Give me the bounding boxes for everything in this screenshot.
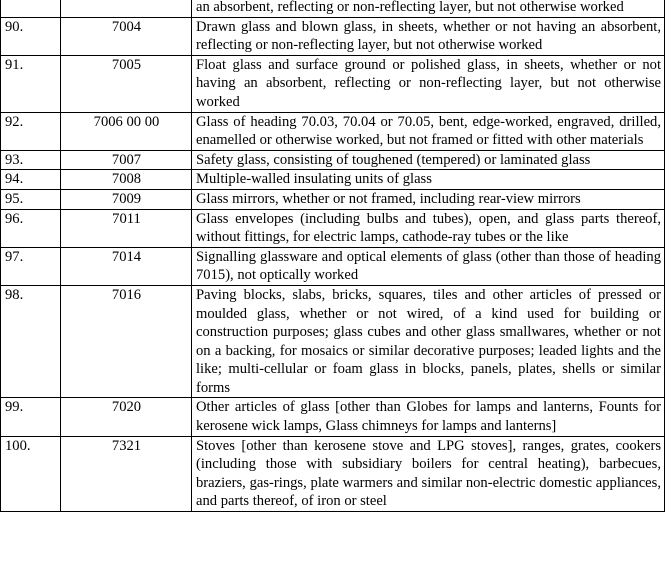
serial-number: 90. — [1, 17, 61, 55]
description: Float glass and surface ground or polished glass, in sheets, whether or not having an absorbent, reflecting or non-reflecting layer, but not otherwise worked — [192, 55, 665, 112]
serial-number: 95. — [1, 189, 61, 209]
tariff-code: 7020 — [61, 398, 192, 436]
description: Glass mirrors, whether or not framed, including rear-view mirrors — [192, 189, 665, 209]
tariff-code: 7009 — [61, 189, 192, 209]
table-row — [1, 247, 665, 285]
tariff-table-body — [1, 0, 665, 512]
description: Stoves [other than kerosene stove and LPG stoves], ranges, grates, cookers (including those with subsidiary boilers for central heating), barbecues, braziers, gas-rings, plate warmers and similar non-electric domestic appliances, and parts thereof, of iron or steel — [192, 436, 665, 511]
table-row — [1, 209, 665, 247]
serial-number: 99. — [1, 398, 61, 436]
description: Signalling glassware and optical elements of glass (other than those of heading 7015), not optically worked — [192, 247, 665, 285]
serial-number: 97. — [1, 247, 61, 285]
description: Multiple-walled insulating units of glass — [192, 170, 665, 190]
table-row — [1, 285, 665, 398]
serial-number: 93. — [1, 150, 61, 170]
description: Paving blocks, slabs, bricks, squares, tiles and other articles of pressed or moulded glass, whether or not wired, of a kind used for building or construction purposes; glass cubes and other glass smallwares, whether or not on a backing, for mosaics or similar decorative purposes; leaded lights and the like; multi-cellular or foam glass in blocks, panels, plates, shells or similar forms — [192, 285, 665, 398]
tariff-code: 7007 — [61, 150, 192, 170]
tariff-code — [61, 0, 192, 17]
table-row — [1, 112, 665, 150]
serial-number: 94. — [1, 170, 61, 190]
table-row — [1, 17, 665, 55]
description: Safety glass, consisting of toughened (tempered) or laminated glass — [192, 150, 665, 170]
tariff-code: 7006 00 00 — [61, 112, 192, 150]
description: Glass of heading 70.03, 70.04 or 70.05, bent, edge-worked, engraved, drilled, enamelled or otherwise worked, but not framed or fitted with other materials — [192, 112, 665, 150]
serial-number — [1, 0, 61, 17]
description: Glass envelopes (including bulbs and tubes), open, and glass parts thereof, without fittings, for electric lamps, cathode-ray tubes or the like — [192, 209, 665, 247]
serial-number: 98. — [1, 285, 61, 398]
table-row — [1, 150, 665, 170]
table-row — [1, 436, 665, 511]
tariff-code: 7014 — [61, 247, 192, 285]
table-row — [1, 170, 665, 190]
description: Drawn glass and blown glass, in sheets, whether or not having an absorbent, reflecting or non-reflecting layer, but not otherwise worked — [192, 17, 665, 55]
table-row — [1, 55, 665, 112]
tariff-code: 7005 — [61, 55, 192, 112]
tariff-code: 7321 — [61, 436, 192, 511]
tariff-code: 7011 — [61, 209, 192, 247]
tariff-code: 7016 — [61, 285, 192, 398]
serial-number: 92. — [1, 112, 61, 150]
serial-number: 100. — [1, 436, 61, 511]
table-row — [1, 398, 665, 436]
serial-number: 96. — [1, 209, 61, 247]
tariff-code: 7008 — [61, 170, 192, 190]
description: an absorbent, reflecting or non-reflecting layer, but not otherwise worked — [192, 0, 665, 17]
table-row — [1, 0, 665, 17]
description: Other articles of glass [other than Globes for lamps and lanterns, Founts for kerosene wick lamps, Glass chimneys for lamps and lanterns] — [192, 398, 665, 436]
tariff-code: 7004 — [61, 17, 192, 55]
serial-number: 91. — [1, 55, 61, 112]
table-row — [1, 189, 665, 209]
